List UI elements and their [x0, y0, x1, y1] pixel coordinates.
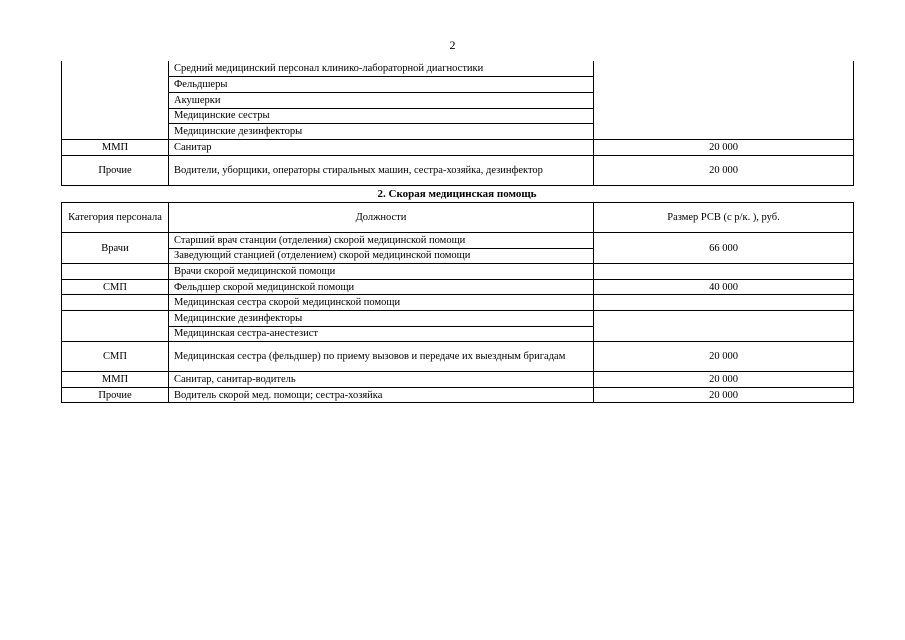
continued-salary-table — [61, 61, 854, 186]
position-cell: Водители, уборщики, операторы стиральных машин, сестра-хозяйка, дезинфектор — [169, 155, 594, 185]
position-cell: Врачи скорой медицинской помощи — [169, 264, 594, 280]
table-row — [62, 61, 854, 77]
position-cell: Медицинские дезинфекторы — [169, 124, 594, 140]
header-position: Должности — [169, 203, 594, 233]
table-row — [62, 139, 854, 155]
category-cell: Прочие — [62, 155, 169, 185]
position-cell: Фельдшер скорой медицинской помощи — [169, 279, 594, 295]
amount-cell: 20 000 — [594, 155, 854, 185]
page-number: 2 — [449, 38, 456, 52]
amount-cell: 20 000 — [594, 342, 854, 372]
table-row — [62, 279, 854, 295]
position-cell: Медицинские сестры — [169, 108, 594, 124]
amount-cell: 20 000 — [594, 387, 854, 403]
position-cell: Санитар — [169, 139, 594, 155]
header-amount: Размер РСВ (с р/к. ), руб. — [594, 203, 854, 233]
amount-cell — [594, 310, 854, 341]
table-row — [62, 387, 854, 403]
position-cell: Санитар, санитар-водитель — [169, 372, 594, 388]
header-category: Категория персонала — [62, 203, 169, 233]
table-row — [62, 310, 854, 326]
category-cell: ММП — [62, 139, 169, 155]
table-row — [62, 295, 854, 311]
category-cell — [62, 264, 169, 280]
category-cell — [62, 61, 169, 139]
amount-cell: 20 000 — [594, 139, 854, 155]
position-cell: Средний медицинский персонал клинико-лабораторной диагностики — [169, 61, 594, 77]
position-cell: Заведующий станцией (отделением) скорой медицинской помощи — [169, 248, 594, 264]
category-cell: ММП — [62, 372, 169, 388]
position-cell: Старший врач станции (отделения) скорой медицинской помощи — [169, 233, 594, 249]
amount-cell — [594, 295, 854, 311]
table-row — [62, 342, 854, 372]
amount-cell — [594, 61, 854, 139]
emergency-care-salary-table — [61, 202, 854, 403]
amount-cell — [594, 264, 854, 280]
category-cell — [62, 295, 169, 311]
section-title: 2. Скорая медицинская помощь — [377, 188, 537, 200]
category-cell: Прочие — [62, 387, 169, 403]
category-cell: СМП — [62, 342, 169, 372]
amount-cell: 66 000 — [594, 233, 854, 264]
position-cell: Акушерки — [169, 92, 594, 108]
category-cell — [62, 310, 169, 341]
amount-cell: 20 000 — [594, 372, 854, 388]
table-row — [62, 372, 854, 388]
position-cell: Медицинские дезинфекторы — [169, 310, 594, 326]
category-cell: СМП — [62, 279, 169, 295]
amount-cell: 40 000 — [594, 279, 854, 295]
position-cell: Медицинская сестра (фельдшер) по приему вызовов и передаче их выездным бригадам — [169, 342, 594, 372]
position-cell: Фельдшеры — [169, 77, 594, 93]
table-row — [62, 233, 854, 249]
table-row — [62, 155, 854, 185]
position-cell: Медицинская сестра-анестезист — [169, 326, 594, 342]
table-row — [62, 264, 854, 280]
position-cell: Водитель скорой мед. помощи; сестра-хозяйка — [169, 387, 594, 403]
position-cell: Медицинская сестра скорой медицинской помощи — [169, 295, 594, 311]
category-cell: Врачи — [62, 233, 169, 264]
table-header-row — [62, 203, 854, 233]
